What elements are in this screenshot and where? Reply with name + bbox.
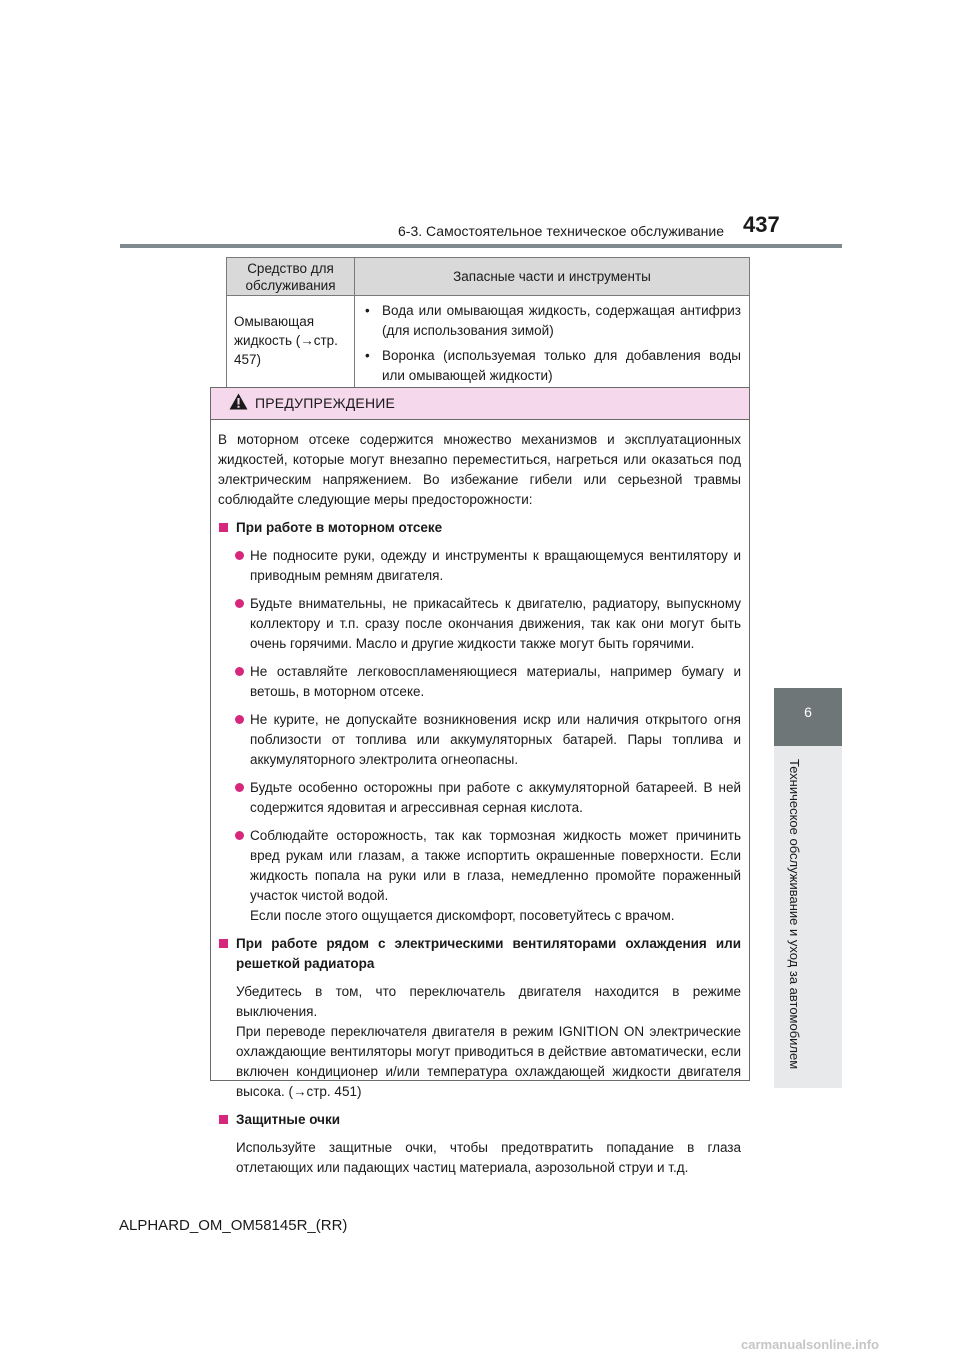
- section-heading-text: При работе рядом с электрическими вентиляторами охлаждения или решеткой радиатора: [236, 936, 741, 971]
- list-item-text: Воронка (используемая только для добавления воды или омывающей жидкости): [382, 348, 741, 383]
- warning-box: [210, 387, 750, 1175]
- circle-bullet-icon: [235, 667, 244, 676]
- square-bullet-icon: [219, 939, 228, 948]
- header-divider: [120, 244, 842, 248]
- warning-triangle-icon: [229, 393, 248, 415]
- warning-body: [211, 420, 749, 1178]
- circle-bullet-icon: [235, 831, 244, 840]
- section-paragraph: При переводе переключателя двигателя в режим IGNITION ON электрические охлаждающие вентиляторы могут приводиться в действие автоматически, если включен кондиционер и/или температура охлаждающей жидкости двигателя высока. (→стр. 451): [236, 1024, 741, 1099]
- list-item: [218, 662, 741, 702]
- table-cell-item: Омывающая жидкость (→стр. 457): [227, 296, 355, 392]
- tools-table: [226, 257, 750, 392]
- warning-intro: В моторном отсеке содержится множество механизмов и эксплуатационных жидкостей, которые могут внезапно переместиться, нагреться или оказаться под электрическим напряжением. Во избежание гибели или серьезной травмы соблюдайте следующие меры предосторожности:: [218, 432, 741, 507]
- list-item-text: Вода или омывающая жидкость, содержащая антифриз (для использования зимой): [382, 303, 741, 338]
- circle-bullet-icon: [235, 783, 244, 792]
- list-item: [218, 546, 741, 586]
- document-id: ALPHARD_OM_OM58145R_(RR): [119, 1217, 348, 1234]
- page-number: 437: [743, 212, 780, 237]
- warning-header: [211, 388, 749, 420]
- list-item: [365, 301, 741, 341]
- warning-title: ПРЕДУПРЕЖДЕНИЕ: [255, 395, 396, 411]
- section-text: Используйте защитные очки, чтобы предотвратить попадание в глаза отлетающих или падающих частиц материала, аэрозольной струи и т.д.: [236, 1140, 741, 1175]
- list-item: [218, 594, 741, 654]
- section-heading: [218, 934, 741, 974]
- square-bullet-icon: [219, 1115, 228, 1124]
- table-row: [227, 296, 750, 392]
- section-title: 6-3. Самостоятельное техническое обслуживание: [398, 223, 725, 239]
- section-text: [218, 982, 741, 1102]
- circle-bullet-icon: [235, 715, 244, 724]
- circle-bullet-icon: [235, 551, 244, 560]
- list-item-text: Не подносите руки, одежду и инструменты к вращающемуся вентилятору и приводным ремням двигателя.: [250, 548, 741, 583]
- list-item-text: Соблюдайте осторожность, так как тормозная жидкость может причинить вред рукам или глазам, а также испортить окрашенные поверхности. Если жидкость попала на руки или в глаза, немедленно промойте пораженный участок чистой водой.: [250, 828, 741, 903]
- list-item-text: Будьте внимательны, не прикасайтесь к двигателю, радиатору, выпускному коллектору и т.п. сразу после окончания движения, так как они могут быть очень горячими. Масло и другие жидкости также могут быть горячими.: [250, 596, 741, 651]
- list-item: [218, 826, 741, 926]
- list-item-text: Не курите, не допускайте возникновения искр или наличия открытого огня поблизости от топлива или аккумуляторных батарей. Пары топлива и аккумуляторного электролита огнеопасны.: [250, 712, 741, 767]
- section-heading: [218, 518, 741, 538]
- list-item-text: Не оставляйте легковоспламеняющиеся материалы, например бумагу и ветошь, в моторном отсеке.: [250, 664, 741, 699]
- chapter-tab[interactable]: [774, 688, 842, 746]
- table-header-cell: Запасные части и инструменты: [355, 258, 750, 296]
- table-cell-tools: [355, 296, 750, 392]
- watermark: carmanualsonline.info: [741, 1337, 879, 1352]
- list-item-text: Будьте особенно осторожны при работе с аккумуляторной батареей. В ней содержится ядовитая и агрессивная серная кислота.: [250, 780, 741, 815]
- table-header-cell: Средство для обслуживания: [227, 258, 355, 296]
- chapter-tab-strip: [774, 746, 842, 1088]
- bullet-icon: •: [365, 303, 370, 318]
- section-heading-text: Защитные очки: [236, 1112, 341, 1127]
- table-header-row: [227, 258, 750, 296]
- chapter-label: Техническое обслуживание и уход за автомобилем: [787, 759, 802, 1070]
- square-bullet-icon: [219, 523, 228, 532]
- bullet-icon: •: [365, 348, 370, 363]
- circle-bullet-icon: [235, 599, 244, 608]
- chapter-number: 6: [804, 704, 812, 720]
- list-item-note: Если после этого ощущается дискомфорт, посоветуйтесь с врачом.: [250, 908, 675, 923]
- list-item: [365, 346, 741, 386]
- list-item: [218, 778, 741, 818]
- section-heading: [218, 1110, 741, 1130]
- section-heading-text: При работе в моторном отсеке: [236, 520, 443, 535]
- section-paragraph: Убедитесь в том, что переключатель двигателя находится в режиме выключения.: [236, 984, 741, 1019]
- list-item: [218, 710, 741, 770]
